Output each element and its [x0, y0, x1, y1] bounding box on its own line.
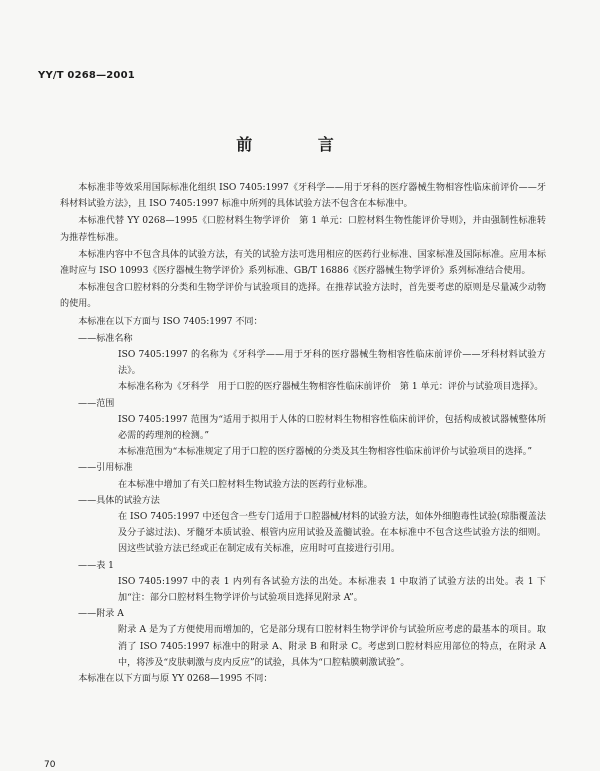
paragraph: 本标准非等效采用国际标准化组织 ISO 7405:1997《牙科学——用于牙科的医疗器械生物相容性临床前评价——牙科材料试验方法》，且 ISO 7405:1997 标准中所列的具体试验方法不包含在本标准中。	[60, 183, 546, 210]
paragraph: 本标准代替 YY 0268—1995《口腔材料生物学评价 第 1 单元：口腔材料生物性能评价导则》，并由强制性标准转为推荐性标准。	[60, 216, 546, 243]
paragraph: 本标准包含口腔材料的分类和生物学评价与试验项目的选择。在推荐试验方法时，首先要考虑的原则是尽量减少动物的使用。	[60, 283, 546, 310]
paragraph: 本标准内容中不包含具体的试验方法，有关的试验方法可选用相应的医药行业标准、国家标准及国际标准。应用本标准时应与 ISO 10993《医疗器械生物学评价》系列标准、GB/T 16886《医疗器械生物学评价》系列标准结合使用。	[60, 249, 546, 277]
section-line: 本标准范围为“本标准规定了用于口腔的医疗器械的分类及其生物相容性临床前评价与试验项目的选择。”	[118, 447, 532, 458]
standard-code: YY/T 0268—2001	[38, 70, 135, 81]
section-line: ISO 7405:1997 的名称为《牙科学——用于牙科的医疗器械生物相容性临床前评价——牙科材料试验方法》。	[118, 350, 546, 377]
paragraph: 本标准在以下方面与 ISO 7405:1997 不同：	[78, 316, 263, 327]
section-heading: ——具体的试验方法	[78, 495, 160, 506]
section-line: ISO 7405:1997 范围为“适用于拟用于人体的口腔材料生物相容性临床前评价，包括构成被试器械整体所必需的药理剂的检测。”	[118, 414, 546, 442]
page-number: 70	[44, 760, 56, 770]
document-body	[60, 180, 546, 688]
section-line: 附录 A 是为了方便使用而增加的，它是部分现有口腔材料生物学评价与试验所应考虑的最基本的项目。取消了 ISO 7405:1997 标准中的附录 A、附录 B 和附录 C。考虑到口腔材料应用部位的特点，在附录 A 中，将涉及“皮肤刺激与皮内反应”的试验，具体为“口腔粘膜刺激试验”。	[118, 625, 546, 668]
section-heading: ——表 1	[78, 560, 114, 571]
section-heading: ——范围	[78, 398, 115, 409]
section-line: 在 ISO 7405:1997 中还包含一些专门适用于口腔器械/材料的试验方法，如体外细胞毒性试验(琼脂覆盖法及分子滤过法)、牙髓牙本质试验、根管内应用试验及盖髓试验。在本标准中不包含这些试验方法的细则。因这些试验方法已经或正在制定成有关标准，应用时可直接进行引用。	[118, 512, 546, 555]
section-line: 本标准名称为《牙科学 用于口腔的医疗器械生物相容性临床前评价 第 1 单元：评价与试验项目选择》。	[118, 382, 544, 393]
section-heading: ——引用标准	[78, 463, 133, 474]
section-heading: ——标准名称	[78, 333, 133, 344]
section-line: 在本标准中增加了有关口腔材料生物试验方法的医药行业标准。	[118, 479, 373, 490]
section-line: ISO 7405:1997 中的表 1 内列有各试验方法的出处。本标准表 1 中取消了试验方法的出处。表 1 下加“注：部分口腔材料生物学评价与试验项目选择见附录 A”。	[118, 576, 546, 604]
page-title: 前 言	[236, 135, 364, 154]
section-heading: ——附录 A	[78, 609, 124, 620]
paragraph: 本标准在以下方面与原 YY 0268—1995 不同：	[78, 674, 273, 685]
